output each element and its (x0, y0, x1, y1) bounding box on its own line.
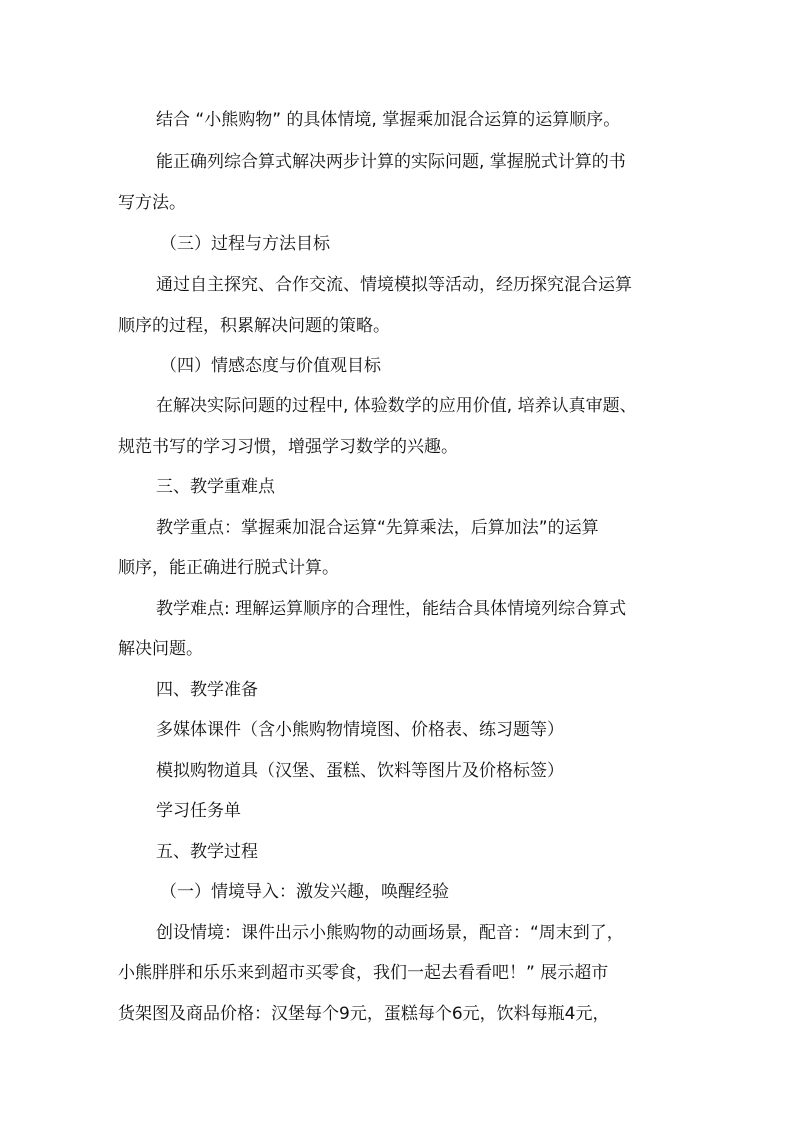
paragraph-emotion-line-1: 在解决实际问题的过程中, 体验数学的应用价值, 培养认真审题、 (156, 396, 637, 416)
paragraph-difficult-point-line-1: 教学难点: 理解运算顺序的合理性，能结合具体情境列综合算式 (156, 599, 627, 619)
paragraph-situation-line-3: 货架图及商品价格：汉堡每个9元，蛋糕每个6元，饮料每瓶4元， (118, 1004, 610, 1024)
paragraph-process-line-2: 顺序的过程，积累解决问题的策略。 (118, 316, 390, 336)
paragraph-process-line-1: 通过自主探究、合作交流、情境模拟等活动，经历探究混合运算 (156, 275, 632, 295)
paragraph-goal-line: 结合 “小熊购物” 的具体情境, 掌握乘加混合运算的运算顺序。 (156, 110, 621, 130)
paragraph-emotion-line-2: 规范书写的学习习惯，增强学习数学的兴趣。 (118, 437, 458, 457)
prep-item-props: 模拟购物道具（汉堡、蛋糕、饮料等图片及价格标签） (156, 761, 564, 781)
paragraph-situation-line-2: 小熊胖胖和乐乐来到超市买零食，我们一起去看看吧！” 展示超市 (118, 963, 609, 983)
prep-item-task-sheet: 学习任务单 (156, 801, 241, 821)
heading-emotion-values-goal: （四）情感态度与价值观目标 (160, 356, 381, 376)
paragraph-calc-line-2: 写方法。 (118, 193, 186, 213)
prep-item-courseware: 多媒体课件（含小熊购物情境图、价格表、练习题等） (156, 720, 564, 740)
heading-key-difficult-points: 三、教学重难点 (156, 477, 275, 497)
paragraph-difficult-point-line-2: 解决问题。 (118, 639, 203, 659)
heading-teaching-preparation: 四、教学准备 (156, 680, 258, 700)
paragraph-situation-line-1: 创设情境：课件出示小熊购物的动画场景，配音：“周末到了， (156, 923, 624, 943)
paragraph-key-point-line-1: 教学重点：掌握乘加混合运算“先算乘法，后算加法”的运算 (156, 518, 599, 538)
paragraph-key-point-line-2: 顺序，能正确进行脱式计算。 (118, 558, 339, 578)
heading-situation-intro: （一）情境导入：激发兴趣，唤醒经验 (160, 882, 449, 902)
heading-teaching-process: 五、教学过程 (156, 842, 258, 862)
heading-process-method-goal: （三）过程与方法目标 (160, 234, 330, 254)
paragraph-calc-line-1: 能正确列综合算式解决两步计算的实际问题, 掌握脱式计算的书 (156, 152, 626, 172)
